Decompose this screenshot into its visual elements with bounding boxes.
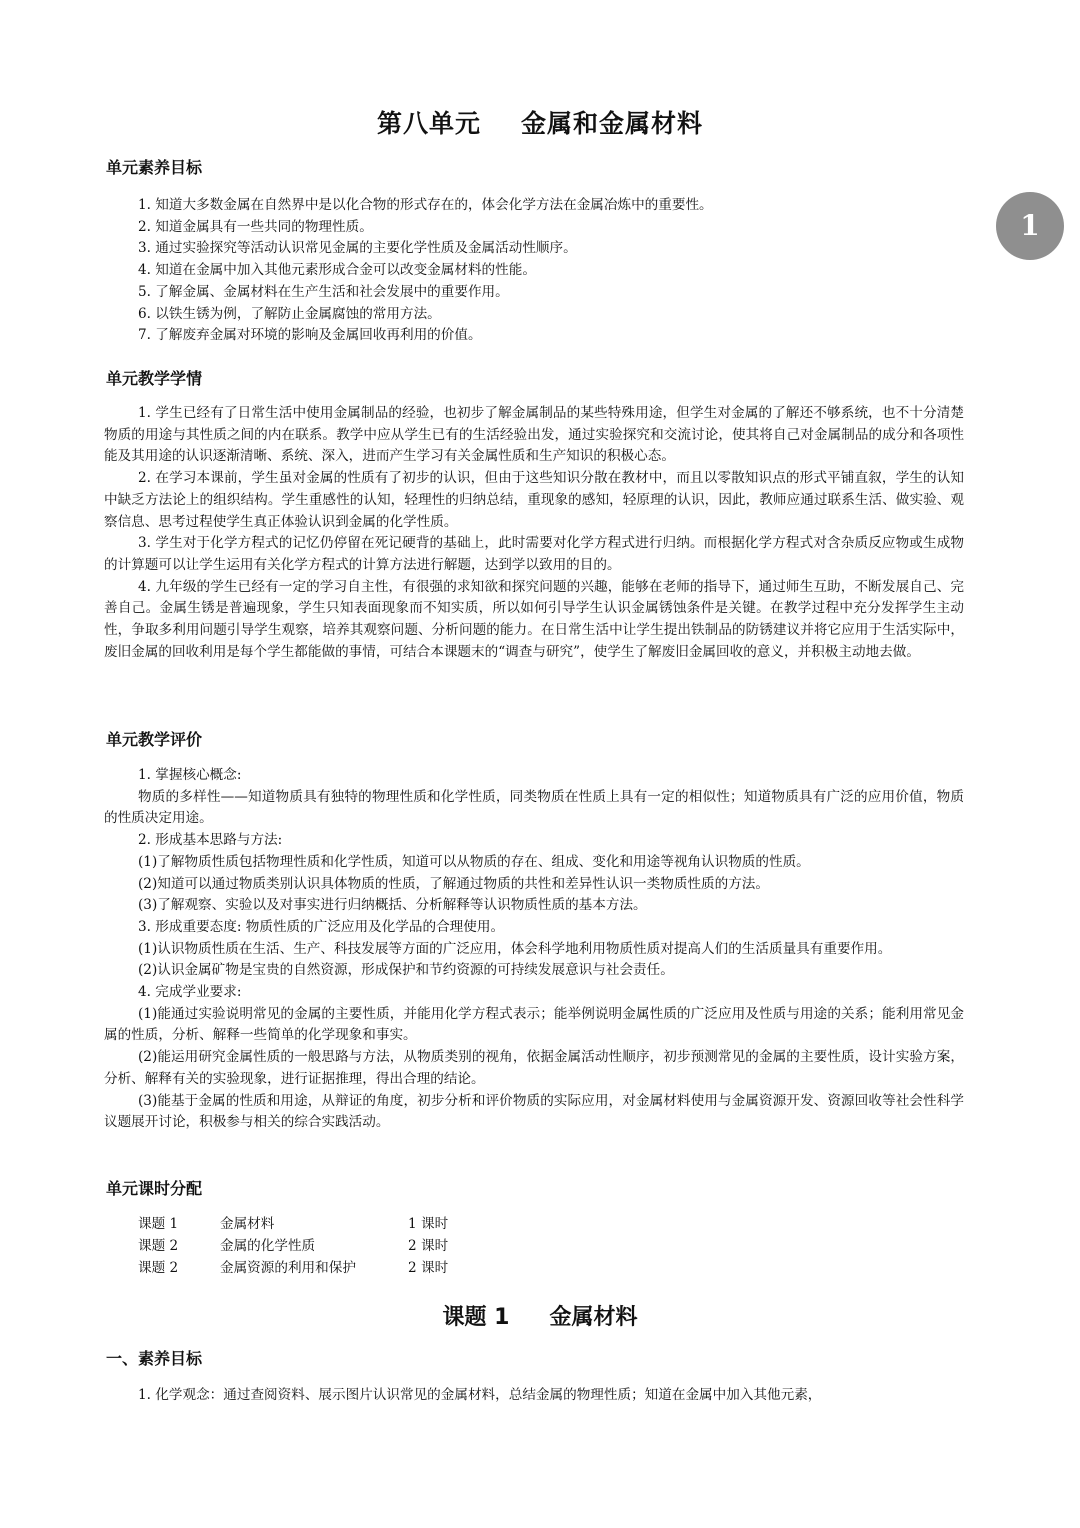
evaluation-line: (1)能通过实验说明常见的金属的主要性质，并能用化学方程式表示；能举例说明金属性质的广泛应用及性质与用途的关系；能利用常见金属的性质，分析、解释一些简单的化学现象和事实。 (104, 1005, 964, 1044)
evaluation-line: (3)了解观察、实验以及对事实进行归纳概括、分析解释等认识物质性质的基本方法。 (138, 897, 647, 914)
unit-name: 金属和金属材料 (521, 109, 704, 138)
evaluation-text (104, 765, 964, 1134)
schedule-table (138, 1213, 448, 1279)
goal-item: 7. 了解废弃金属对环境的影响及金属回收再利用的价值。 (138, 327, 482, 344)
goal-item: 1. 知道大多数金属在自然界中是以化合物的形式存在的，体会化学方法在金属冶炼中的重要性。 (138, 197, 713, 213)
schedule-topic: 课题 2 (138, 1238, 179, 1254)
evaluation-line: (1)了解物质性质包括物理性质和化学性质，知道可以从物质的存在、组成、变化和用途等视角认识物质的性质。 (138, 853, 810, 870)
evaluation-line: 1. 掌握核心概念: (138, 767, 242, 783)
situation-paragraph: 2. 在学习本课前，学生虽对金属的性质有了初步的认识，但由于这些知识分散在教材中，而且以零散知识点的形式平铺直叙，学生的认知中缺乏方法论上的组织结构。学生重感性的认知，轻理性的归纳总结，重现象的感知，轻原理的认识，因此，教师应通过联系生活、做实验、观察信息、思考过程使学生真正体验认识到金属的化学性质。 (104, 470, 964, 530)
schedule-row (138, 1213, 448, 1235)
situation-paragraph: 4. 九年级的学生已经有一定的学习自主性，有很强的求知欲和探究问题的兴趣，能够在老师的指导下，通过师生互助，不断发展自己、完善自己。金属生锈是普遍现象，学生只知表面现象而不知实质，所以如何引导学生认识金属锈蚀条件是关键。在教学过程中充分发挥学生主动性，争取多利用问题引导学生观察，培养其观察问题、分析问题的能力。在日常生活中让学生提出铁制品的防锈建议并将它应用于生活实际中，废旧金属的回收利用是每个学生都能做的事情，可结合本课题末的“调查与研究”，使学生了解废旧金属回收的意义，并积极主动地去做。 (104, 578, 964, 660)
schedule-topic: 课题 2 (138, 1260, 179, 1276)
evaluation-line: (2)知道可以通过物质类别认识具体物质的性质，了解通过物质的共性和差异性认识一类物质性质的方法。 (138, 875, 769, 892)
page-number-badge: 1 (996, 192, 1064, 260)
unit-title (0, 104, 1080, 140)
schedule-topic: 课题 1 (138, 1216, 179, 1232)
situation-heading: 单元教学学情 (106, 369, 203, 388)
goal-item: 4. 知道在金属中加入其他元素形成合金可以改变金属材料的性能。 (138, 262, 536, 279)
schedule-hours: 2 课时 (408, 1238, 449, 1254)
evaluation-line: (2)能运用研究金属性质的一般思路与方法，从物质类别的视角，依据金属活动性顺序，初步预测常见的金属的主要性质，设计实验方案，分析、解释有关的实验现象，进行证据推理，得出合理的结论。 (104, 1049, 964, 1087)
evaluation-line: 2. 形成基本思路与方法: (138, 832, 283, 849)
schedule-hours: 2 课时 (408, 1260, 449, 1276)
evaluation-line: 3. 形成重要态度: 物质性质的广泛应用及化学品的合理使用。 (138, 918, 505, 935)
lesson-name: 金属材料 (549, 1305, 638, 1330)
schedule-heading: 单元课时分配 (106, 1179, 203, 1198)
situation-paragraph: 1. 学生已经有了日常生活中使用金属制品的经验，也初步了解金属制品的某些特殊用途，但学生对金属的了解还不够系统，也不十分清楚物质的用途与其性质之间的内在联系。教学中应从学生已有的生活经验出发，通过实验探究和交流讨论，使其将自己对金属制品的成分和各项性能及其用途的认识逐渐清晰、系统、深入，进而产生学习有关金属性质和生产知识的积极心态。 (104, 405, 964, 465)
goal-item: 5. 了解金属、金属材料在生产生活和社会发展中的重要作用。 (138, 283, 509, 300)
evaluation-line: 4. 完成学业要求: (138, 984, 242, 1001)
situation-text (104, 403, 964, 663)
schedule-name: 金属材料 (220, 1216, 275, 1232)
schedule-row (138, 1257, 448, 1279)
evaluation-line: (3)能基于金属的性质和用途，从辩证的角度，初步分析和评价物质的实际应用，对金属材料使用与金属资源开发、资源回收等社会性科学议题展开讨论，积极参与相关的综合实践活动。 (104, 1092, 964, 1131)
goal-item: 3. 通过实验探究等活动认识常见金属的主要化学性质及金属活动性顺序。 (138, 240, 577, 257)
evaluation-line: (2)认识金属矿物是宝贵的自然资源，形成保护和节约资源的可持续发展意识与社会责任。 (138, 962, 674, 979)
evaluation-line: (1)认识物质性质在生活、生产、科技发展等方面的广泛应用，体会科学地利用物质性质对提高人们的生活质量具有重要作用。 (138, 940, 892, 957)
lesson-text (104, 1385, 964, 1407)
goals-heading: 单元素养目标 (106, 158, 203, 177)
schedule-name: 金属资源的利用和保护 (220, 1260, 356, 1276)
situation-paragraph: 3. 学生对于化学方程式的记忆仍停留在死记硬背的基础上，此时需要对化学方程式进行归纳。而根据化学方程式对含杂质反应物或生成物的计算题可以让学生运用有关化学方程式的计算方法进行解题，达到学以致用的目的。 (104, 535, 964, 573)
lesson-subheading: 一、素养目标 (106, 1349, 203, 1368)
goal-item: 2. 知道金属具有一些共同的物理性质。 (138, 218, 373, 235)
goals-list (104, 195, 964, 347)
goal-item: 6. 以铁生锈为例，了解防止金属腐蚀的常用方法。 (138, 305, 441, 322)
evaluation-heading: 单元教学评价 (106, 730, 203, 749)
evaluation-line: 物质的多样性——知道物质具有独特的物理性质和化学性质，同类物质在性质上具有一定的相似性；知道物质具有广泛的应用价值，物质的性质决定用途。 (104, 788, 964, 827)
schedule-hours: 1 课时 (408, 1216, 449, 1232)
schedule-row (138, 1235, 448, 1257)
lesson-first-item: 1. 化学观念：通过查阅资料、展示图片认识常见的金属材料，总结金属的物理性质；知道在金属中加入其他元素， (138, 1387, 822, 1403)
lesson-label: 课题 1 (442, 1305, 510, 1330)
schedule-name: 金属的化学性质 (220, 1238, 316, 1254)
lesson-title (0, 1300, 1080, 1331)
unit-number: 第八单元 (376, 109, 481, 138)
